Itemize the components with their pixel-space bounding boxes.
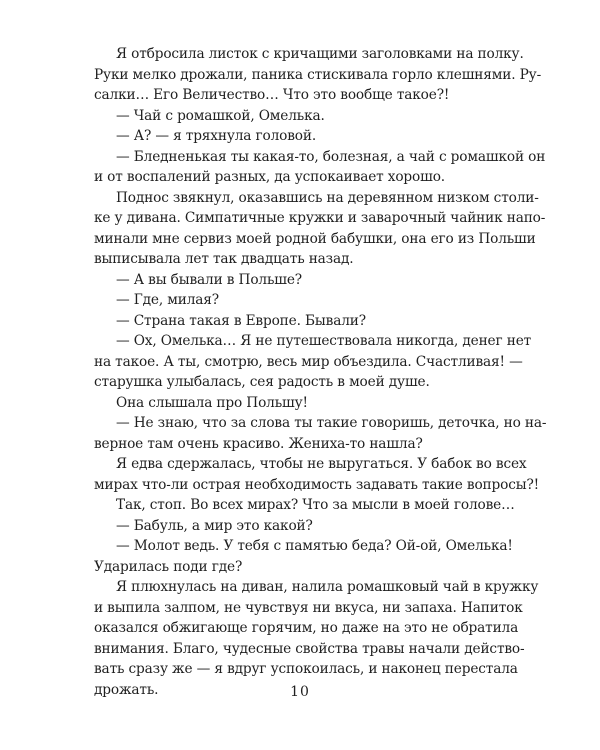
text-line: — А? — я тряхнула головой. xyxy=(116,128,317,144)
text-line: старушка улыбалась, сея радость в моей душе. xyxy=(94,374,430,390)
text-line: — Молот ведь. У тебя с памятью беда? Ой-ой, Омелька! xyxy=(116,538,513,554)
text-line: мирах что-ли острая необходимость задавать такие вопросы?! xyxy=(94,476,540,493)
text-line: Руки мелко дрожали, паника стискивала горло клешнями. Ру- xyxy=(94,66,542,83)
page-number: 10 xyxy=(290,684,310,700)
text-line: дрожать. xyxy=(94,681,159,698)
text-line: — Бабуль, а мир это какой? xyxy=(116,517,313,534)
text-line: оказался обжигающе горячим, но даже на это не обратила xyxy=(94,620,519,636)
body-text xyxy=(94,44,547,700)
text-line: и от воспалений разных, да успокаивает хорошо. xyxy=(94,169,446,185)
text-line: Так, стоп. Во всех мирах? Что за мысли в моей голове… xyxy=(116,497,515,513)
text-line: Я плюхнулась на диван, налила ромашковый чай в кружку xyxy=(116,579,539,595)
text-line: и выпила залпом, не чувствуя ни вкуса, ни запаха. Напиток xyxy=(94,599,523,616)
text-line: — Ох, Омелька… Я не путешествовала никогда, денег нет xyxy=(116,333,532,349)
text-line: салки… Его Величество… Что это вообще такое?! xyxy=(94,87,450,103)
text-line: Я едва сдержалась, чтобы не выругаться. У бабок во всех xyxy=(116,456,527,472)
text-line: — Страна такая в Европе. Бывали? xyxy=(116,312,366,329)
text-line: Ударилась поди где? xyxy=(94,558,243,575)
text-line: — Не знаю, что за слова ты такие говоришь, деточка, но на- xyxy=(116,415,547,431)
text-line: внимания. Благо, чудесные свойства травы начали действо- xyxy=(94,640,525,657)
text-line: на такое. А ты, смотрю, весь мир объездила. Счастливая! — xyxy=(94,353,523,370)
text-line: минали мне сервиз моей родной бабушки, она его из Польши xyxy=(94,230,536,247)
text-line: — Бледненькая ты какая-то, болезная, а чай с ромашкой он xyxy=(116,148,546,165)
text-line: Она слышала про Польшу! xyxy=(116,394,308,411)
text-line: — Где, милая? xyxy=(116,292,219,308)
text-line: выписывала лет так двадцать назад. xyxy=(94,251,354,267)
text-line: вать сразу же — я вдруг успокоилась, и наконец перестала xyxy=(94,661,518,677)
text-line: верное там очень красиво. Жениха-то нашла? xyxy=(94,435,423,452)
text-line: Я отбросила листок с кричащими заголовками на полку. xyxy=(116,46,524,62)
text-line: — А вы бывали в Польше? xyxy=(116,271,302,288)
text-line: Поднос звякнул, оказавшись на деревянном низком столи- xyxy=(116,189,539,206)
text-line: — Чай с ромашкой, Омелька. xyxy=(116,107,325,124)
text-line: ке у дивана. Симпатичные кружки и заварочный чайник напо- xyxy=(94,210,546,226)
